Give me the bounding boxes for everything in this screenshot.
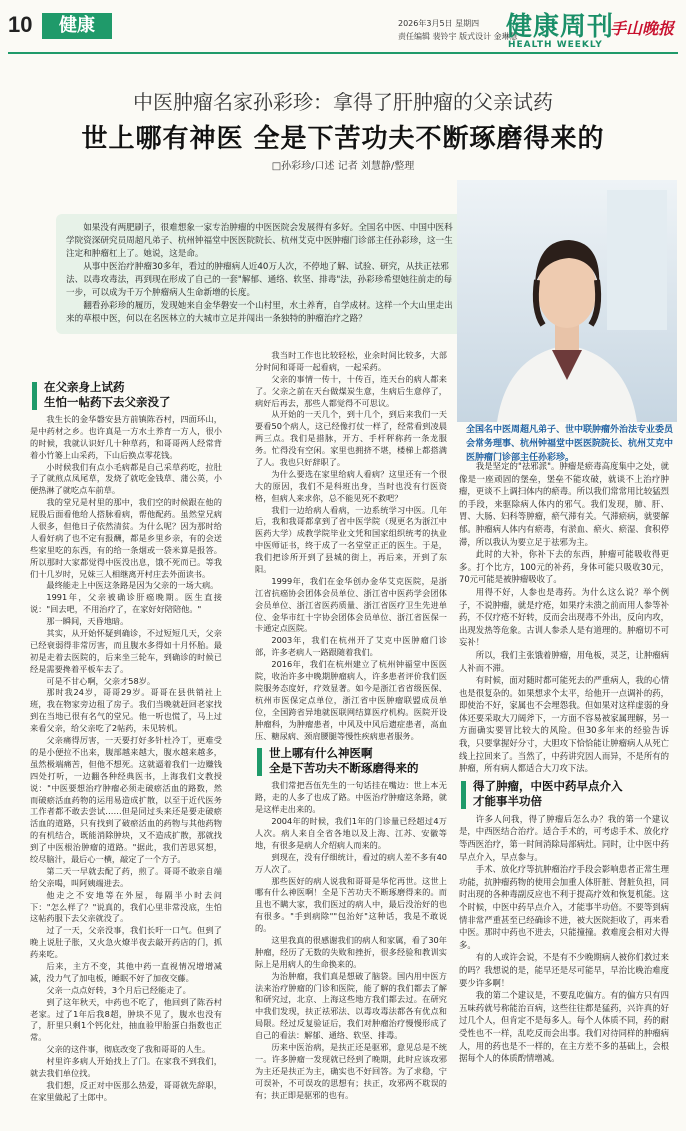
body-paragraph: 许多人问我，得了肿瘤后怎么办？我的第一个建议是，中西医结合治疗。适合手术的，可考虑手术、放化疗等西医治疗，第一时间消除局部病灶。同时，让中医中药早点介入，早点参与。 [459, 813, 669, 862]
body-paragraph: 到了这年秋天，中药也不吃了，他回到了陈吞村老家。过了1年后我8超，肿块不见了，腹水也没有了，肝里只剩1个钙化灶，抽血验甲胎蛋白指数也正常。 [30, 996, 222, 1043]
brand-logo: 健康周刊 [506, 12, 615, 42]
section-heading: 在父亲身上试药 生怕一帖药下去父亲没了 [30, 380, 222, 410]
section-heading: 世上哪有什么神医啊 全是下苦功夫不断琢磨得来的 [255, 746, 447, 776]
portrait-illustration [457, 180, 677, 422]
body-paragraph: 小时候我们有点小毛病都是自己采草药吃，拉肚子了就煎点凤尾草，发烧了就吃金钱草、蒲公英，小便热淋了就吃点车前草。 [30, 461, 222, 496]
body-paragraph: 我的第二个建议是，不要乱吃偏方。有的偏方只有四五味药就号称能治百病，这些往往都是猛药，兴许真的好过几个人，但肯定不是每多人。每个人体质不同，药的耐受性也不一样，乱吃反而会出事。我们对待同样的肿瘤病人，用的药也是不一样的，在主方差不多的基础上，会根据每个人的体质酌情增减。 [459, 990, 669, 1064]
body-paragraph: 其实，从开始怀疑到确诊，不过短短几天，父亲已经衰弱得非常厉害，而且腹水多得如十月怀胎。最初是走着去医院的，后来坐三轮车，到确诊的时候已经是需要搀着平板车去了。 [30, 628, 222, 674]
body-paragraph: 我们想，反正对中医那么热爱，哥哥就先辞职，在家里做起了土郎中。 [30, 1079, 222, 1102]
column-1 [30, 376, 222, 1104]
page-number: 10 [8, 12, 33, 37]
body-paragraph: 我们常把吾伍先生的一句话挂在嘴边：世上本无路，走的人多了也成了路。中医治疗肿瘤这条路，就是这样走出来的。 [255, 780, 447, 815]
body-paragraph: 最终能走上中医这条路是因为父亲的一场大病。 [46, 580, 219, 591]
body-paragraph: 2003年，我们在杭州开了艾克中医肿瘤门诊部，许多老病人一路跟随着我们。 [255, 635, 447, 658]
body-paragraph: 那些医好的病人说我和哥哥是华佗再世。这世上哪有什么神医啊！全是下苦功夫不断琢磨得来的。而且也不瞒大家，我们医过的病人中，最后没治好的也有很多。"手到病除""包治好"这种话，我是不敢说的。 [255, 875, 447, 934]
body-paragraph: 父亲一点点好转，3个月后已经能走了。 [46, 984, 191, 995]
editors-credit: 责任编辑 裴铃宇 版式设计 金琳慧 [398, 32, 518, 41]
body-paragraph: 这里我真的很感谢我们的病人和家属，看了30年肿瘤，经历了无数的失败和挫折，很多经验和教训实际上是用病人的生命换来的。 [255, 934, 447, 969]
body-paragraph: 1999年，我们在金华创办金华艾克医院，是浙江省抗癌协会团体会员单位、浙江省中医药学会团体会员单位、浙江省医药质量、浙江省医疗卫生先进单位、金华市红十字协会团体会员单位、浙江省医保一卡通定点医院。 [255, 575, 447, 634]
body-paragraph: 我的堂兄是村里的那中，我们空的时候跟在他的屁股后面看他给人搭脉看病，帮他配药。虽然堂兄病人很多，但他日子依然清贫。为什么呢？因为那时给人看好病了也不定有报酬，都是乡里乡亲，有的会送些家里吃的东西，有的给一条烟或一袋米算是报答。所以那时大家都觉得中医没出息，饿不死而已。等我们十几岁时，兄妹三人相继离开村庄去外面读书。 [30, 497, 222, 579]
body-paragraph: 我们一边给病人看病，一边系统学习中医。几年后，我和我哥都拿到了省中医学院（现更名为浙江中医药大学）成教学院毕业文凭和国家组织统考的执业中医师证书，终于成了一名堂堂正正的医生。于是，我们把诊所开到了县城的街上，再后来，开到了东阳。 [255, 504, 447, 575]
newspaper-logo: 手山晚报 [610, 19, 675, 38]
body-paragraph: 父亲的事情一传十，十传百，连天台的病人都来了。父亲之前在天台做煤炭生意，生病后生意停了，病好后再去，那些人都觉得不可思议。 [255, 373, 447, 408]
intro-paragraph: 如果没有两肥刷子，很难想象一家专治肿瘤的中医医院会发展得有多好。全国名中医、中国中医科学院资深研究员周超凡弟子、杭州钟福堂中医医院院长、杭州艾克中医肿瘤门诊部主任孙彩珍，这一生注定和肿瘤杠上了。她说，这是命。 [66, 223, 453, 259]
body-paragraph: 从开始的一天几个，到十几个，到后来我们一天要看50个病人，这已经像打仗一样了，经常看到凌晨两三点。我们是措脉，开方、手杆秤称药一条龙服务。忙得没有空闲。家里也拥挤不堪，楼梯上都搭满了人。我也只好辞职了。 [255, 409, 447, 468]
intro-paragraph: 翻看孙彩珍的履历，发现她来自金华磐安一个山村里，水土养育，自学成材。这样一个大山里走出来的草根中医，何以在名医林立的大城市立足并闯出一条独特的肿瘤治疗之路？ [66, 301, 453, 324]
body-paragraph: 2016年，我们在杭州建立了杭州钟福堂中医医院，收治许多中晚期肿瘤病人，许多患者评价我们医院服务态度好，疗效显著。如今是浙江省省级医保、杭州市医保定点单位，浙江省中医肿瘤联盟成员单位，全国跨省异地就医联网结算医疗机构。医院开设肿瘤科，为肿瘤患者，中风及中风后遗症患者，高血压、糖尿病、颈肩腰腿等慢性疾病患者服务。 [255, 659, 447, 741]
header-rule [8, 52, 678, 54]
body-paragraph: 父亲的这件事，彻底改变了我和哥哥的人生。 [46, 1044, 211, 1055]
column-3 [459, 460, 669, 1065]
intro-paragraph: 从事中医治疗肿瘤30多年，看过的肿瘤病人近40万人次，不停地了解、试验、研究，从扶正祛邪法、以毒攻毒法，再到现在形成了自己的一套"解郁、通络、软坚、排毒"法，孙彩珍希望她往前走的每一步，可以成为千万个肿瘤病人生命新增的长度。 [66, 262, 453, 298]
section-heading: 得了肿瘤，中医中药早点介入 才能事半功倍 [459, 779, 669, 809]
body-paragraph: 第二天一早就去配了药，煎了。哥哥不敢亲自端给父亲喝，叫阿姨端进去。 [30, 865, 222, 888]
body-paragraph: 我当时工作也比较轻松，业余时间比较多，大部分时间和哥哥一起看病，一起采药。 [255, 350, 447, 372]
body-paragraph: 可是不甘心啊，父亲才58岁。 [46, 675, 156, 686]
body-paragraph: 此时的大补，你补下去的东西，肿瘤可能吸收得更多。打个比方，100元的补药，身体可能只吸收30元，70元可能是被肿瘤吸收了。 [459, 549, 669, 585]
body-paragraph: 我生长的金华磐安县方前镇陈吞村，四面环山，是中药材之乡。也许真是一方水土养育一方人，很小的时候，我就认识好几十种草药，和哥哥两人经常背着小竹篓上山采药，下山后换点零花钱。 [30, 414, 222, 460]
body-paragraph: 2004年的时候，我们1年的门诊量已经超过4万人次。病人来自全省各地以及上海、江苏、安徽等地，有很多是病人介绍病人而来的。 [255, 816, 447, 850]
body-paragraph: 用得不好，人参也是毒药。为什么这么说？举个例子，不说肿瘤，就是疗疮，如果疗未溃之前而用人参等补药，不仅疗疮不好转，反而会出现毒不外出，反向内攻，出现发热等危象。古训人参杀人是有道理的。肿瘤切不可妄补！ [459, 586, 669, 648]
body-paragraph: 为什么要选在家里给病人看病？这里还有一个很大的原因，我们不是科班出身，当时也没有行医资格，但病人来求你，总不能见死不救吧？ [255, 468, 447, 503]
article-kicker: 中医肿瘤名家孙彩珍：拿得了肝肿瘤的父亲试药 [133, 90, 553, 114]
article-intro [56, 214, 466, 334]
body-paragraph: 到现在，没有仔细统计，看过的病人差不多有40万人次了。 [255, 851, 447, 874]
body-paragraph: 1991年，父亲被确诊肝癌晚期。医生直接说："回去吧，不用治疗了，在家好好陪陪他。" [30, 592, 222, 615]
body-paragraph: 村里许多病人开始找上了门。在家我不到我们，就去我们单位找。 [30, 1056, 222, 1078]
brand-english: HEALTH WEEKLY [508, 40, 603, 50]
body-paragraph: 所以，我们主张饿着肿瘤，用龟板，灵芝，让肿瘤病人补而不滞。 [459, 649, 669, 673]
body-paragraph: 有的人或许会说，不是有不少晚期病人被你们救过来的吗？我想说的是，能早还是尽可能早，早治比晚治难度要少许多啊！ [459, 952, 669, 988]
article-byline: □孙彩珍/口述 记者 刘慧静/整理 [271, 161, 415, 172]
body-paragraph: 过了一天，父亲没事，我们长吁一口气。但到了晚上说肚子胀，又火急火燎半夜去敲开药店的门，抓药来吃。 [30, 925, 222, 960]
body-paragraph: 为治肿瘤，我们真是想破了脑袋。国内用中医方法来治疗肿瘤的门诊和医院，能了解的我们都去了解和研究过，北京、上海这些地方我们都去过。在研究中我们发现，扶正祛邪法、以毒攻毒法都各有优点和局限。经过反复验证后，我们对肿瘤治疗慢慢形成了自己的看法：解郁、通络、软坚、排毒。 [255, 970, 447, 1041]
body-paragraph: 有时候，面对随时都可能死去的严重病人，我的心情也是很复杂的。如果想求个太平，给他开一点调补的药，即使治不好，家属也不会埋怨我。但如果对这样虚弱的身体还要采取大刀阔斧下，一方面不容易被家属理解，另一方面确实要冒比较大的风险。但30多年来的经验告诉我，只要掌握好分寸，大胆攻下恰恰能让肿瘤病人从死亡线上拉回来了。当然了，中药讲究因人而异，不是所有的肿瘤，所有病人都适合大刀攻下法。 [459, 675, 669, 774]
body-paragraph: 父亲痛得厉害，一天要打好多针杜冷丁，更难受的是小便拉不出来，腹部越来越大，腹水越来越多，虽然极端痛苦，但他不想死。这就逼着我们一边赚钱四处打听，一边翻各种经典医书，上海我们文教授说："中医要想治疗肿瘤必须走破瘀活血的路数，然而破瘀活血药物的运用易造成扩散，以至于近代医务工作者都不敢去尝试……但是同过头来还是要走破瘀活血的道路，只有找到了破瘀活血的药物与其他药物的有机结合，既能消除肿块，又不造成扩散，那就找到了中医根治肿瘤的道路。"据此，我们苦思冥想，绞尽脑汁，最后心一横，敲定了一个方子。 [30, 735, 222, 864]
body-paragraph: 后来，主方不变，其他中药一直视情况增增减减，没力气了加电板，睡眠不好了加夜交藤。 [30, 960, 222, 983]
issue-date: 2026年3月5日 星期四 [398, 19, 480, 28]
body-paragraph: 他走之不安地等在外屋，每隔半小时去问下："怎么样了？"说真的，我们心里非常没底，生怕这帖药服下去父亲就没了。 [30, 889, 222, 924]
body-paragraph: 那一瞬间，天昏地暗。 [46, 616, 129, 627]
column-2 [255, 350, 447, 1101]
photo-caption: 全国名中医周超凡弟子、世中联肿瘤外治法专业委员会常务理事、杭州钟福堂中医医院院长、杭州艾克中医肿瘤门诊部主任孙彩珍。 [466, 425, 674, 463]
body-paragraph: 历来中医治病，是扶正还是驱邪，意见总是不统一。许多肿瘤一发现就已经到了晚期，此时应该攻邪为主还是扶正为主，确实也不好回答。为了求稳，宁可误补，不可误攻的思想有；扶正，攻邪两不耽误的有；扶正即是驱邪的也有。 [255, 1041, 447, 1100]
portrait-photo [457, 180, 677, 422]
body-paragraph: 我是坚定的"祛邪派"。肿瘤是瘀毒高度集中之处，就像是一座顽固的堡垒，堡垒不能攻破，就谈不上治疗肿瘤，更谈不上调扫体内的瘀毒。所以我们常常用比较猛烈的手段，来驱除病人体内的邪气。我们发现，肺、肝、胃、大肠、妇科等肿瘤，瘀气滞有关。气滞瘀病，就要解郁。肿瘤病人体内有瘀毒，有淤血、瘀火、瘀湿、食积停滞，所以我认为要立足于祛邪为主。 [459, 461, 669, 547]
body-paragraph: 手术、放化疗等抗肿瘤治疗手段会影响患者正常生理功能，抗肿瘤药物的使用会加重人体肝脏、肾脏负担，同时出现的各种毒副反应也不利于提高疗效和恢复机能。这个时候，中医中药早点介入，才能事半功倍。不要等到病情非常严重甚至已经确诊不进，被大医院拒收了，再来看中医。那时中药也不进去，只能撞撞。救难度会相对大得多。 [459, 864, 669, 950]
article-title: 世上哪有神医 全是下苦功夫不断琢磨得来的 [81, 124, 605, 154]
body-paragraph: 那时我24岁，哥哥29岁。哥哥在县供销社上班，我在物家旁边租了房子。我们当晚就赶回老家找到在当地已很有名气的堂兄。他一听也慌了，马上过来看父亲，给父亲吃了2帖药，未见转机。 [30, 687, 222, 734]
section-tag: 健康 [42, 13, 112, 39]
